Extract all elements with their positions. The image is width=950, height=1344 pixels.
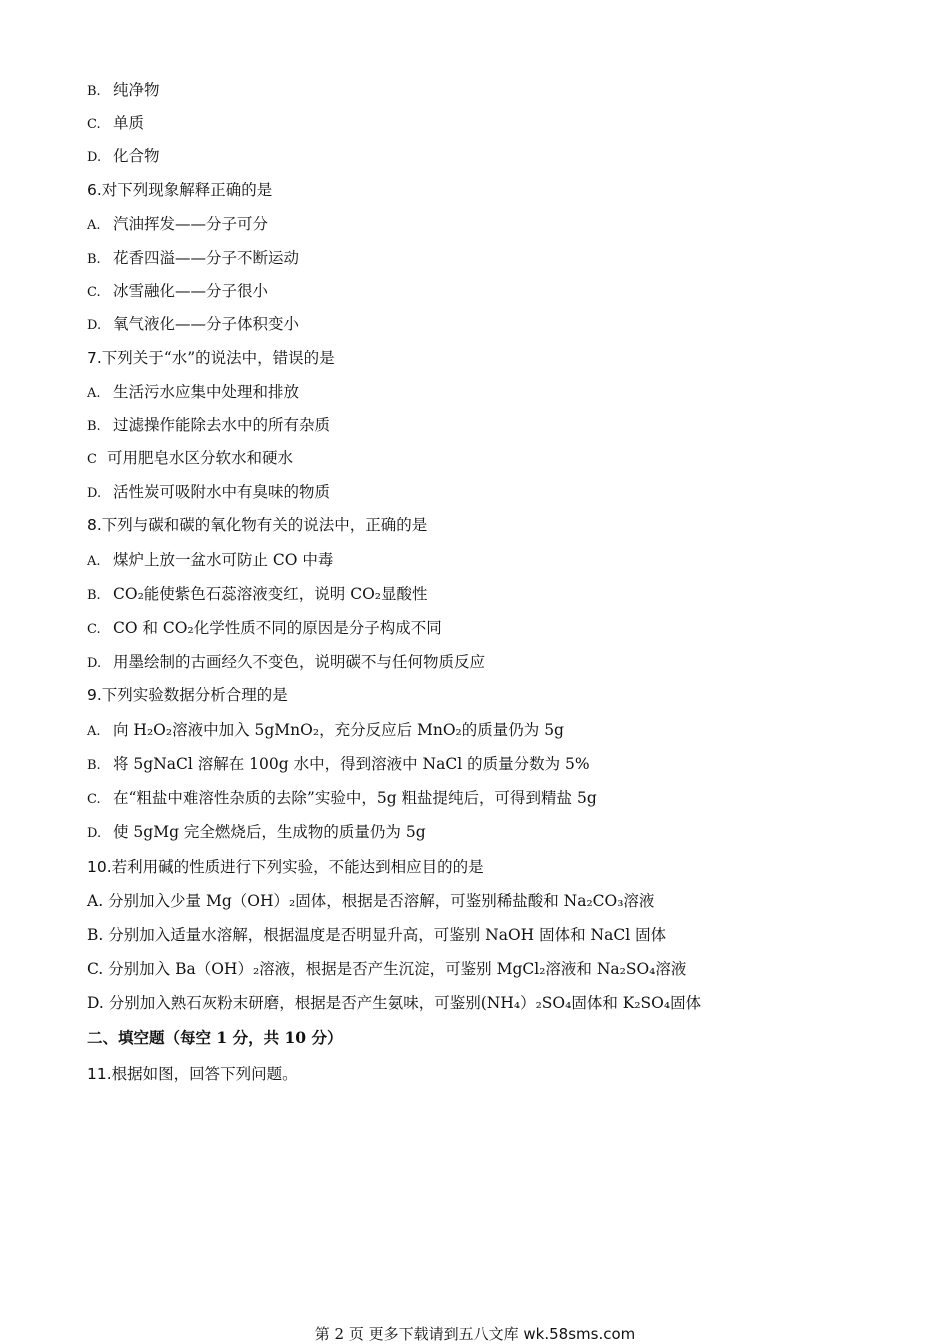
option-line: B. 花香四溢——分子不断运动: [87, 249, 300, 267]
option-line: C. 分别加入 Ba（OH）₂溶液，根据是否产生沉淀，可鉴别 MgCl₂溶液和 Na₂SO₄溶液: [87, 960, 687, 978]
footer-url[interactable]: wk.58sms.com: [523, 1325, 636, 1343]
option-line: D. 用墨绘制的古画经久不变色，说明碳不与任何物质反应: [87, 653, 486, 671]
option-line: D. 活性炭可吸附水中有臭味的物质: [87, 483, 331, 501]
question-9: 9.下列实验数据分析合理的是: [87, 686, 288, 704]
option-line: C 可用肥皂水区分软水和硬水: [87, 449, 294, 467]
option-line: D. 使 5gMg 完全燃烧后，生成物的质量仍为 5g: [87, 823, 426, 841]
question-8: 8.下列与碳和碳的氧化物有关的说法中，正确的是: [87, 516, 428, 534]
option-line: A. 分别加入少量 Mg（OH）₂固体，根据是否溶解，可鉴别稀盐酸和 Na₂CO₃溶液: [87, 892, 655, 910]
option-line: C. 冰雪融化——分子很小: [87, 282, 269, 300]
section-heading: 二、填空题（每空 1 分，共 10 分）: [87, 1028, 343, 1047]
option-line: D. 化合物: [87, 147, 160, 165]
option-line: A. 向 H₂O₂溶液中加入 5gMnO₂，充分反应后 MnO₂的质量仍为 5g: [87, 721, 564, 739]
option-line: C. 单质: [87, 114, 145, 132]
question-7: 7.下列关于“水”的说法中，错误的是: [87, 349, 335, 367]
option-line: D. 氧气液化——分子体积变小: [87, 315, 300, 333]
option-line: B. CO₂能使紫色石蕊溶液变红，说明 CO₂显酸性: [87, 585, 428, 603]
option-line: B. 将 5gNaCl 溶解在 100g 水中，得到溶液中 NaCl 的质量分数为 5%: [87, 755, 590, 773]
option-line: C. CO 和 CO₂化学性质不同的原因是分子构成不同: [87, 619, 442, 637]
page-footer: 第 2 页 更多下载请到五八文库 wk.58sms.com: [314, 1325, 636, 1343]
option-line: C. 在“粗盐中难溶性杂质的去除”实验中，5g 粗盐提纯后，可得到精盐 5g: [87, 789, 597, 807]
question-10: 10.若利用碱的性质进行下列实验，不能达到相应目的的是: [87, 858, 484, 876]
question-11: 11.根据如图，回答下列问题。: [87, 1065, 298, 1083]
option-line: B. 分别加入适量水溶解，根据温度是否明显升高，可鉴别 NaOH 固体和 NaCl 固体: [87, 926, 667, 944]
option-line: B. 纯净物: [87, 81, 160, 99]
option-line: A. 煤炉上放一盆水可防止 CO 中毒: [87, 551, 334, 569]
option-line: D. 分别加入熟石灰粉末研磨，根据是否产生氨味，可鉴别(NH₄）₂SO₄固体和 K₂SO₄固体: [87, 994, 702, 1012]
question-6: 6.对下列现象解释正确的是: [87, 181, 273, 199]
option-line: A. 汽油挥发——分子可分: [87, 215, 269, 233]
option-line: B. 过滤操作能除去水中的所有杂质: [87, 416, 331, 434]
option-line: A. 生活污水应集中处理和排放: [87, 383, 300, 401]
